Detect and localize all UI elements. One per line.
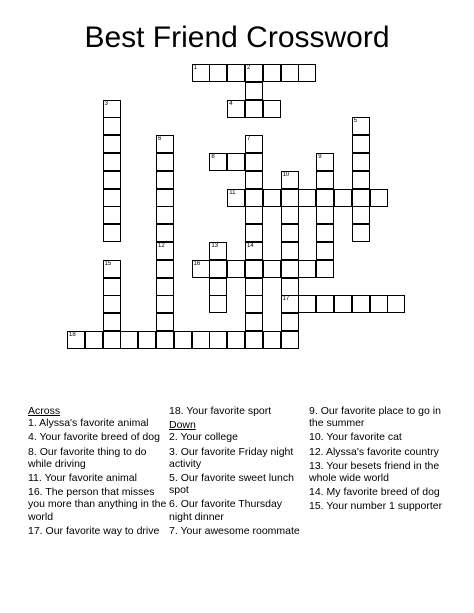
grid-cell[interactable] — [281, 295, 299, 313]
grid-cell[interactable] — [227, 260, 245, 278]
grid-cell[interactable] — [245, 295, 263, 313]
clue-down-3: 3. Our favorite Friday night activity — [169, 445, 294, 470]
clue-across-11: 11. Your favorite animal — [28, 472, 137, 485]
grid-cell[interactable] — [120, 331, 138, 349]
grid-cell[interactable] — [245, 82, 263, 100]
grid-cell[interactable] — [334, 189, 352, 207]
grid-cell[interactable] — [103, 313, 121, 331]
cell-number: 4 — [229, 100, 233, 107]
grid-cell[interactable] — [263, 189, 281, 207]
grid-cell[interactable] — [245, 260, 263, 278]
grid-cell[interactable] — [103, 189, 121, 207]
grid-cell[interactable] — [298, 64, 316, 82]
cell-number: 14 — [247, 243, 254, 249]
grid-cell[interactable] — [281, 313, 299, 331]
grid-cell[interactable] — [245, 242, 263, 260]
grid-cell[interactable] — [156, 295, 174, 313]
clue-down-2: 2. Your college — [169, 431, 238, 444]
grid-cell[interactable] — [103, 206, 121, 224]
cell-number: 6 — [158, 136, 162, 143]
grid-cell[interactable] — [245, 189, 263, 207]
grid-cell[interactable] — [245, 331, 263, 349]
clue-across-17: 17. Our favorite way to drive — [28, 524, 160, 537]
clue-down-9: 9. Our favorite place to go in the summer — [309, 405, 441, 430]
grid-cell[interactable] — [281, 242, 299, 260]
cell-number: 17 — [282, 296, 290, 303]
grid-cell[interactable] — [316, 295, 334, 313]
clue-down-7: 7. Your awesome roommate — [169, 524, 300, 537]
grid-cell[interactable] — [245, 153, 263, 171]
grid-cell[interactable] — [352, 171, 370, 189]
grid-cell[interactable] — [316, 171, 334, 189]
grid-cell[interactable] — [281, 331, 299, 349]
grid-cell[interactable] — [209, 153, 227, 171]
down-heading: Down — [169, 419, 196, 432]
cell-number: 3 — [104, 100, 108, 107]
grid-cell[interactable] — [245, 278, 263, 296]
grid-cell[interactable] — [227, 189, 245, 207]
grid-cell[interactable] — [192, 260, 210, 278]
cell-number: 9 — [318, 154, 322, 160]
grid-cell[interactable] — [281, 278, 299, 296]
grid-cell[interactable] — [245, 171, 263, 189]
grid-cell[interactable] — [227, 153, 245, 171]
grid-cell[interactable] — [209, 331, 227, 349]
grid-cell[interactable] — [103, 331, 121, 349]
grid-cell[interactable] — [103, 153, 121, 171]
grid-cell[interactable] — [316, 153, 334, 171]
cell-number: 18 — [69, 332, 76, 338]
grid-cell[interactable] — [298, 295, 316, 313]
grid-cell[interactable] — [103, 171, 121, 189]
grid-cell[interactable] — [156, 260, 174, 278]
cell-number: 2 — [247, 65, 251, 71]
grid-cell[interactable] — [67, 331, 85, 349]
grid-cell[interactable] — [245, 224, 263, 242]
grid-cell[interactable] — [103, 224, 121, 242]
grid-cell[interactable] — [192, 64, 210, 82]
grid-cell[interactable] — [103, 278, 121, 296]
clue-down-15: 15. Your number 1 supporter — [309, 500, 443, 513]
grid-cell[interactable] — [281, 64, 299, 82]
grid-cell[interactable] — [352, 189, 370, 207]
grid-cell[interactable] — [263, 260, 281, 278]
grid-cell[interactable] — [263, 64, 281, 82]
cell-number: 1 — [193, 65, 197, 71]
clue-across-18: 18. Your favorite sport — [169, 405, 272, 417]
grid-cell[interactable] — [370, 295, 388, 313]
grid-cell[interactable] — [227, 100, 245, 118]
grid-cell[interactable] — [156, 206, 174, 224]
cell-number: 12 — [158, 243, 165, 249]
grid-cell[interactable] — [103, 295, 121, 313]
across-heading: Across — [28, 405, 61, 417]
grid-cell[interactable] — [281, 189, 299, 207]
grid-cell[interactable] — [156, 153, 174, 171]
grid-cell[interactable] — [281, 260, 299, 278]
cell-number: 16 — [193, 260, 201, 267]
grid-cell[interactable] — [281, 206, 299, 224]
cell-number: 8 — [211, 154, 215, 160]
grid-cell[interactable] — [174, 331, 192, 349]
grid-cell[interactable] — [156, 242, 174, 260]
grid-cell[interactable] — [227, 331, 245, 349]
clues-column-1 — [28, 405, 168, 539]
clue-down-6: 6. Our favorite Thursday night dinner — [169, 498, 283, 523]
grid-cell[interactable] — [138, 331, 156, 349]
cell-number: 5 — [353, 118, 358, 125]
grid-cell[interactable] — [352, 206, 370, 224]
grid-cell[interactable] — [156, 135, 174, 153]
clue-down-13: 13. Your besets friend in the whole wide world — [309, 459, 440, 485]
grid-cell[interactable] — [245, 135, 263, 153]
grid-cell[interactable] — [352, 153, 370, 171]
clues-column-2 — [169, 405, 307, 539]
clue-down-5: 5. Our favorite sweet lunch spot — [169, 472, 294, 497]
clue-across-8: 8. Our favorite thing to do while driving — [28, 445, 147, 470]
grid-cell[interactable] — [209, 295, 227, 313]
grid-cell[interactable] — [263, 100, 281, 118]
clue-down-12: 12. Alyssa's favorite country — [309, 445, 439, 458]
grid-cell[interactable] — [352, 117, 370, 135]
grid-cell[interactable] — [281, 224, 299, 242]
cell-number: 15 — [104, 260, 112, 267]
grid-cell[interactable] — [192, 331, 210, 349]
grid-cell[interactable] — [227, 64, 245, 82]
grid-cell[interactable] — [103, 260, 121, 278]
grid-cell[interactable] — [370, 189, 388, 207]
grid-cell[interactable] — [209, 242, 227, 260]
grid-cell[interactable] — [85, 331, 103, 349]
grid-cell[interactable] — [156, 313, 174, 331]
clues-column-3 — [309, 405, 449, 515]
grid-cell[interactable] — [156, 224, 174, 242]
grid-cell[interactable] — [263, 331, 281, 349]
grid-cell[interactable] — [245, 100, 263, 118]
clue-across-1: 1. Alyssa's favorite animal — [28, 417, 149, 430]
clue-across-4: 4. Your favorite breed of dog — [28, 431, 160, 444]
grid-cell[interactable] — [209, 278, 227, 296]
grid-cell[interactable] — [245, 64, 263, 82]
grid-cell[interactable] — [352, 135, 370, 153]
grid-cell[interactable] — [298, 260, 316, 278]
grid-cell[interactable] — [352, 295, 370, 313]
cell-number: 10 — [282, 171, 290, 178]
grid-cell[interactable] — [209, 260, 227, 278]
grid-cell[interactable] — [103, 100, 121, 118]
grid-cell[interactable] — [209, 64, 227, 82]
grid-cell[interactable] — [316, 224, 334, 242]
cell-number: 13 — [211, 243, 219, 249]
cell-number: 7 — [247, 136, 251, 143]
grid-cell[interactable] — [298, 189, 316, 207]
grid-cell[interactable] — [281, 171, 299, 189]
grid-cell[interactable] — [334, 295, 352, 313]
clue-across-16: 16. The person that misses you more than anything in the world — [28, 486, 167, 523]
grid-cell[interactable] — [156, 331, 174, 349]
grid-cell[interactable] — [103, 135, 121, 153]
grid-cell[interactable] — [387, 295, 405, 313]
grid-cell[interactable] — [352, 224, 370, 242]
grid-cell[interactable] — [103, 117, 121, 135]
grid-cell[interactable] — [316, 206, 334, 224]
grid-cell[interactable] — [316, 260, 334, 278]
grid-cell[interactable] — [156, 278, 174, 296]
grid-cell[interactable] — [316, 242, 334, 260]
grid-cell[interactable] — [156, 189, 174, 207]
grid-cell[interactable] — [316, 189, 334, 207]
grid-cell[interactable] — [245, 206, 263, 224]
grid-cell[interactable] — [245, 313, 263, 331]
grid-cell[interactable] — [156, 171, 174, 189]
cell-number: 11 — [229, 189, 236, 196]
clue-down-14: 14. My favorite breed of dog — [309, 486, 440, 499]
clue-down-10: 10. Your favorite cat — [309, 431, 402, 444]
puzzle-title: Best Friend Crossword — [84, 21, 390, 54]
